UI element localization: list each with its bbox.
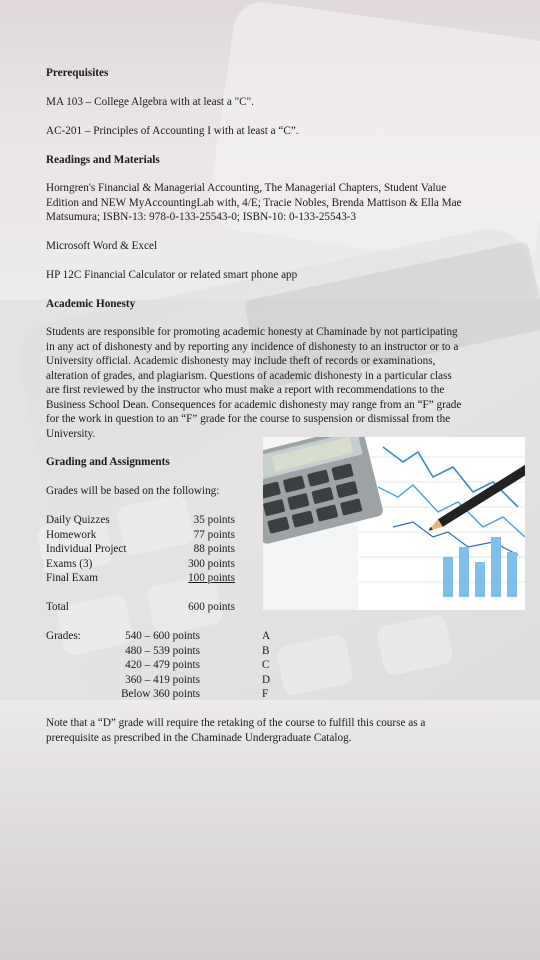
grade-letter: D	[262, 673, 271, 686]
grade-range: Below 360 points	[121, 688, 200, 700]
grade-range: 540 – 600 points	[125, 630, 200, 642]
grade-letter: A	[262, 630, 271, 642]
grade-letter: B	[262, 644, 270, 657]
component-points: 88 points	[193, 543, 235, 555]
honesty-line: in any act of dishonesty and by reporting any incidence of dishonesty to an instructor or to a	[46, 340, 459, 353]
prerequisite-item: MA 103 – College Algebra with at least a "C".	[46, 96, 254, 108]
honesty-line: are first reviewed by the instructor who must make a report with recommendations to the	[46, 384, 445, 396]
grade-range: 480 – 539 points	[125, 644, 200, 657]
component-points: 300 points	[188, 557, 235, 570]
calculator-chart-photo	[263, 437, 525, 610]
honesty-line: University.	[46, 427, 96, 440]
component-name: Daily Quizzes	[46, 514, 110, 526]
textbook-line: Edition and NEW MyAccountingLab with, 4/E; Tracie Nobles, Brenda Mattison & Ella Mae	[46, 196, 462, 209]
honesty-line: University official. Academic dishonesty may include theft of records or examinations,	[46, 355, 436, 367]
honesty-line: alteration of grades, and plagiarism. Questions of academic dishonesty in a particular class	[46, 369, 452, 382]
grade-range: 420 – 479 points	[125, 659, 200, 671]
component-points: 100 points	[188, 572, 235, 584]
textbook-line: Matsumura; ISBN-13: 978-0-133-25543-0; ISBN-10: 0-133-25543-3	[46, 211, 357, 223]
honesty-line: Students are responsible for promoting academic honesty at Chaminade by not participating	[46, 326, 458, 338]
honesty-line: for the work in question to an “F” grade for the course to suspension or dismissal from the	[46, 413, 451, 425]
grade-letter: F	[262, 688, 269, 700]
total-points: 600 points	[188, 601, 235, 613]
academic-honesty-heading: Academic Honesty	[46, 298, 136, 310]
total-label: Total	[46, 601, 69, 613]
component-name: Individual Project	[46, 543, 127, 555]
component-name: Exams (3)	[46, 557, 93, 570]
grading-heading: Grading and Assignments	[46, 456, 170, 468]
calculator-requirement: HP 12C Financial Calculator or related smart phone app	[46, 269, 298, 281]
grading-note-line: prerequisite as prescribed in the Chaminade Undergraduate Catalog.	[46, 731, 352, 744]
prerequisites-heading: Prerequisites	[46, 67, 109, 79]
grade-letter: C	[262, 659, 270, 671]
honesty-line: Business School Dean. Consequences for academic dishonesty may range from an “F” grade	[46, 398, 462, 411]
component-points: 35 points	[193, 514, 235, 526]
grading-intro: Grades will be based on the following:	[46, 485, 220, 497]
grading-note-line: Note that a “D” grade will require the retaking of the course to fulfill this course as a	[46, 717, 426, 729]
component-name: Homework	[46, 528, 97, 541]
software-requirement: Microsoft Word & Excel	[46, 240, 158, 252]
prerequisite-item: AC-201 – Principles of Accounting I with at least a “C”.	[46, 125, 299, 137]
readings-heading: Readings and Materials	[46, 154, 160, 166]
textbook-line: Horngren's Financial & Managerial Accounting, The Managerial Chapters, Student Value	[46, 182, 447, 194]
component-points: 77 points	[193, 528, 235, 541]
grades-label: Grades:	[46, 630, 81, 642]
component-name: Final Exam	[46, 572, 98, 584]
grade-range: 360 – 419 points	[125, 673, 200, 686]
